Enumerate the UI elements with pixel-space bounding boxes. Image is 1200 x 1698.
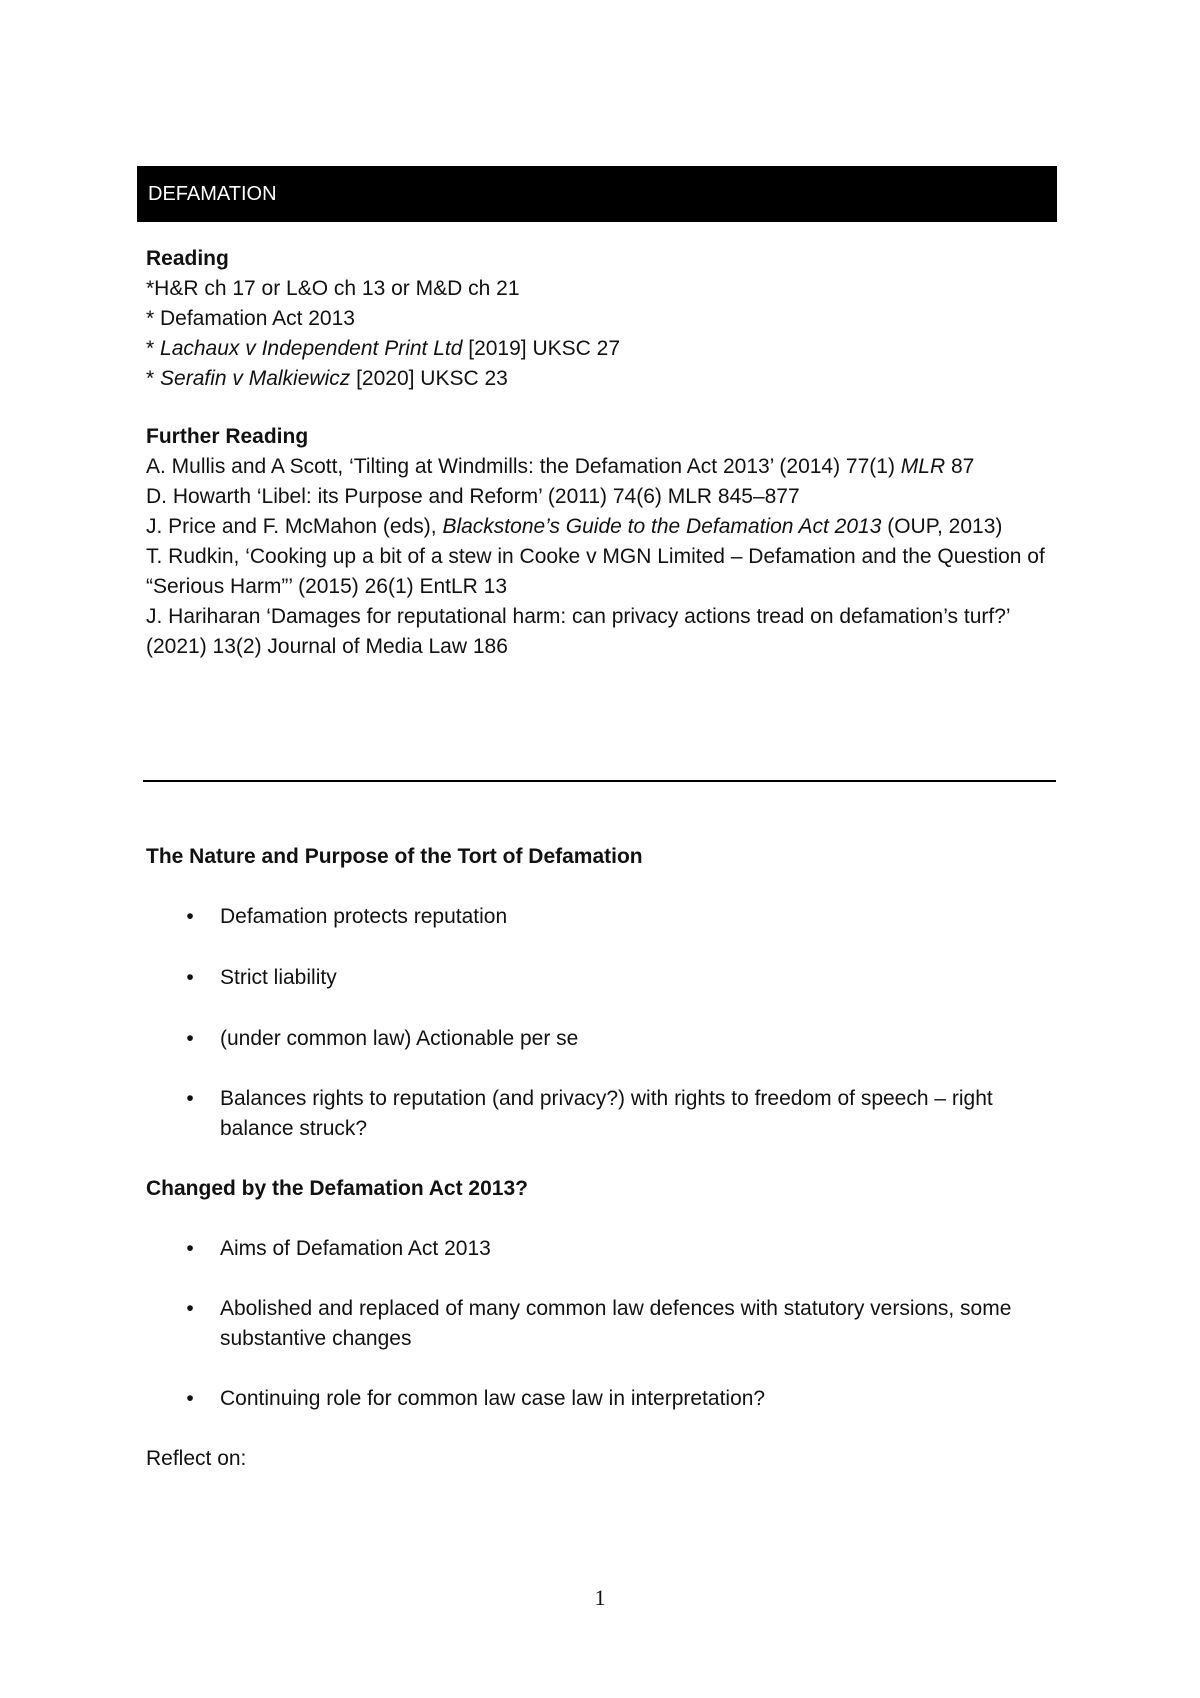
citation-page: 87 bbox=[945, 455, 975, 478]
citation-text: A. Mullis and A Scott, ‘Tilting at Windmills: the Defamation Act 2013’ (2014) 77(1) bbox=[146, 455, 901, 478]
bullet-icon: • bbox=[186, 1027, 194, 1050]
list-item-text: Defamation protects reputation bbox=[220, 905, 508, 928]
list-item-text: Aims of Defamation Act 2013 bbox=[220, 1237, 491, 1260]
further-reading-section bbox=[146, 422, 1051, 662]
bullet-icon: • bbox=[186, 1297, 194, 1320]
reading-item-prefix: * bbox=[146, 337, 161, 360]
reading-heading: Reading bbox=[146, 247, 229, 270]
list-item bbox=[146, 1024, 1056, 1054]
book-title: Blackstone’s Guide to the Defamation Act 2013 bbox=[442, 515, 882, 538]
reading-item: *H&R ch 17 or L&O ch 13 or M&D ch 21 bbox=[146, 277, 520, 300]
reading-item: * Defamation Act 2013 bbox=[146, 307, 355, 330]
list-item bbox=[146, 902, 1056, 932]
section-heading-changed-by-act: Changed by the Defamation Act 2013? bbox=[146, 1177, 528, 1200]
citation: [2019] UKSC 27 bbox=[462, 337, 620, 360]
bullet-icon: • bbox=[186, 1237, 194, 1260]
reading-item bbox=[146, 364, 1066, 394]
reading-item bbox=[146, 334, 1066, 364]
further-reading-item: J. Hariharan ‘Damages for reputational harm: can privacy actions tread on defamation’s turf?’ (2021) 13(2) Journal of Media Law 186 bbox=[146, 605, 1010, 658]
journal-name: MLR bbox=[900, 455, 946, 478]
citation-publisher: (OUP, 2013) bbox=[881, 515, 1003, 538]
further-reading-item: T. Rudkin, ‘Cooking up a bit of a stew in Cooke v MGN Limited – Defamation and the Question of “Serious Harm”’ (2015) 26(1) EntLR 13 bbox=[146, 545, 1045, 598]
reading-item-prefix: * bbox=[146, 367, 161, 390]
bullet-icon: • bbox=[186, 1387, 194, 1410]
further-reading-item bbox=[146, 512, 1051, 542]
list-item-text: Continuing role for common law case law in interpretation? bbox=[220, 1387, 766, 1410]
section-divider bbox=[143, 780, 1056, 782]
citation-text: J. Price and F. McMahon (eds), bbox=[146, 515, 443, 538]
list-item bbox=[146, 1084, 1056, 1144]
list-item-text: Balances rights to reputation (and privacy?) with rights to freedom of speech – right balance struck? bbox=[220, 1087, 993, 1140]
reflect-label: Reflect on: bbox=[146, 1447, 247, 1470]
bullet-icon: • bbox=[186, 1087, 194, 1110]
list-item bbox=[146, 1384, 1056, 1414]
section-heading-nature-purpose: The Nature and Purpose of the Tort of Defamation bbox=[146, 845, 643, 868]
reading-section bbox=[146, 244, 1066, 394]
page-title: DEFAMATION bbox=[137, 166, 1057, 222]
list-item-text: Strict liability bbox=[220, 966, 337, 989]
further-reading-item bbox=[146, 452, 1051, 482]
list-item bbox=[146, 1234, 1056, 1264]
page-number: 1 bbox=[594, 1585, 606, 1610]
bullet-icon: • bbox=[186, 966, 194, 989]
citation: [2020] UKSC 23 bbox=[350, 367, 508, 390]
further-reading-item: D. Howarth ‘Libel: its Purpose and Reform’ (2011) 74(6) MLR 845–877 bbox=[146, 485, 800, 508]
further-reading-heading: Further Reading bbox=[146, 425, 309, 448]
list-item bbox=[146, 1294, 1056, 1354]
list-item-text: (under common law) Actionable per se bbox=[220, 1027, 579, 1050]
bullet-icon: • bbox=[186, 905, 194, 928]
list-item-text: Abolished and replaced of many common law defences with statutory versions, some substantive changes bbox=[220, 1297, 1012, 1350]
case-name: Lachaux v Independent Print Ltd bbox=[160, 337, 463, 360]
case-name: Serafin v Malkiewicz bbox=[160, 367, 351, 390]
list-item bbox=[146, 963, 1056, 993]
